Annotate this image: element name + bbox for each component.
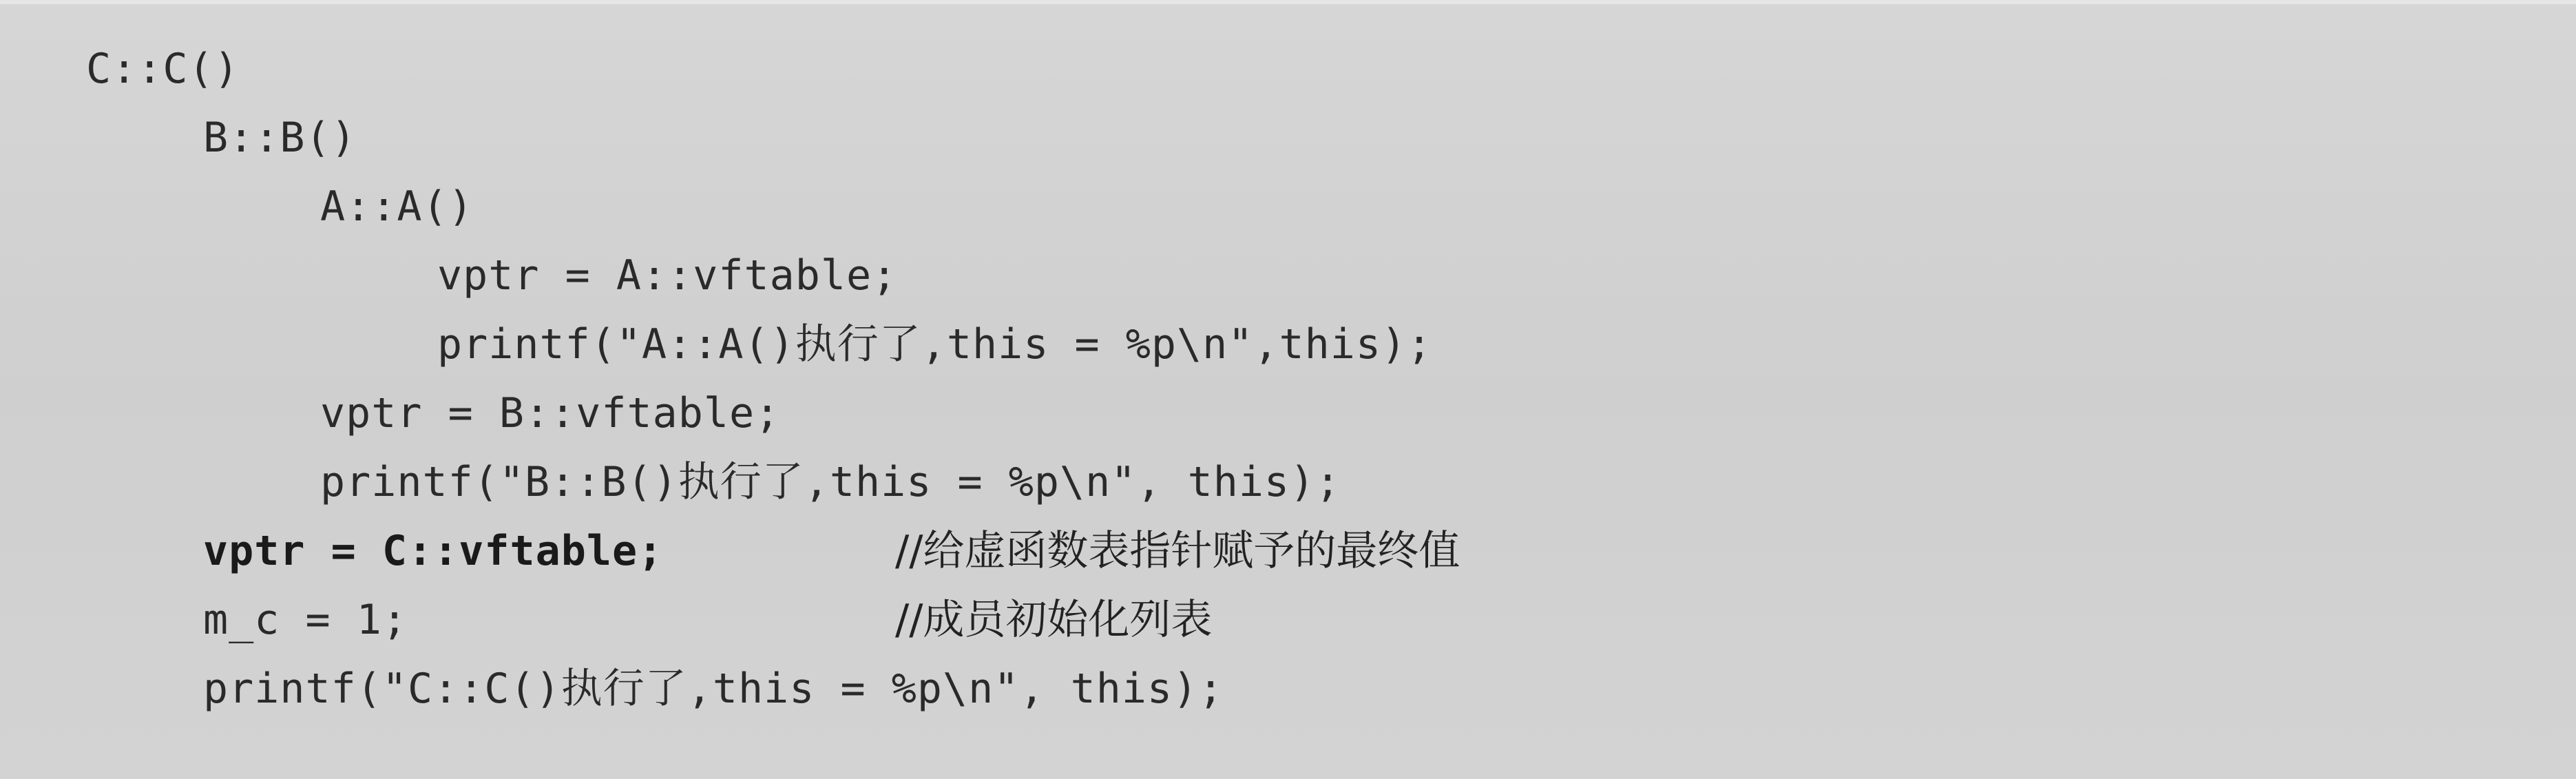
code-line-a-constructor: A::A() <box>320 183 474 231</box>
code-line-member-init: m_c = 1; <box>203 596 408 644</box>
code-line-printf-b: printf("B::B()执行了,this = %p\n", this); <box>320 458 1341 506</box>
comment-vptr-final-value: //给虚函数表指针赋予的最终值 <box>895 527 1460 575</box>
code-line-vptr-a: vptr = A::vftable; <box>437 251 898 300</box>
code-line-vptr-c: vptr = C::vftable; <box>203 527 664 575</box>
code-line-b-constructor: B::B() <box>203 114 357 162</box>
comment-member-init-list: //成员初始化列表 <box>895 596 1213 644</box>
code-line-c-constructor: C::C() <box>86 45 240 93</box>
code-line-vptr-b: vptr = B::vftable; <box>320 389 781 437</box>
code-line-printf-a: printf("A::A()执行了,this = %p\n",this); <box>437 320 1433 368</box>
code-line-printf-c: printf("C::C()执行了,this = %p\n", this); <box>203 665 1224 713</box>
top-edge-divider <box>0 0 2576 4</box>
